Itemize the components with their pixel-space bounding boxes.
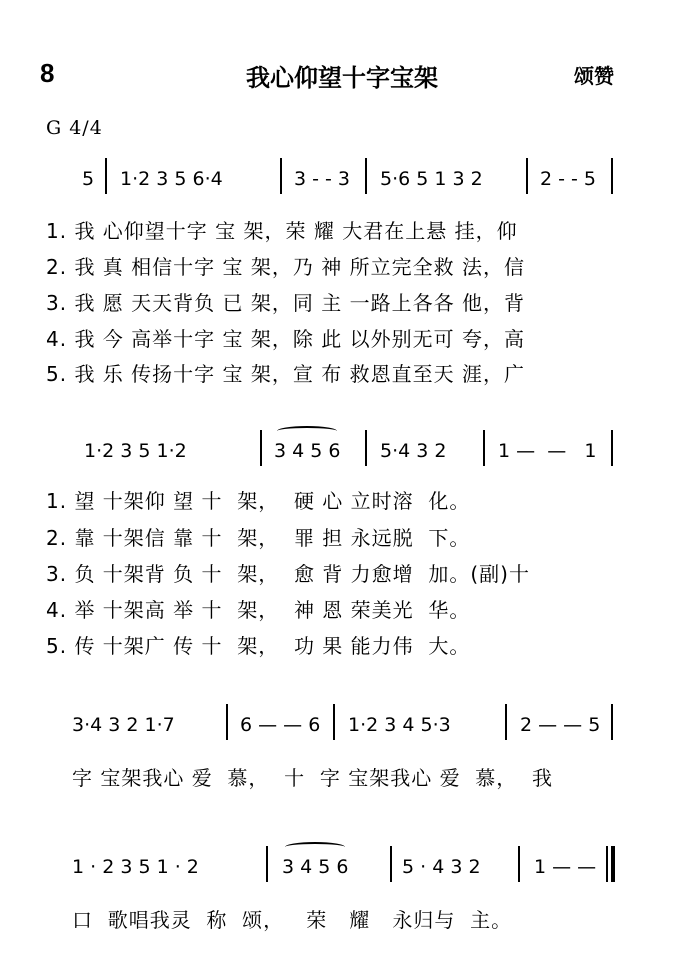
- verse-line-1b: 1. 望 十架仰 望 十 架， 硬 心 立时溶 化。: [46, 489, 471, 513]
- measure: 5·6 5 1 3 2: [380, 168, 483, 190]
- measure: 3 4 5 6: [274, 440, 341, 462]
- measure: 5·4 3 2: [380, 440, 447, 462]
- bar-line: [226, 704, 228, 740]
- verse-line-2b: 2. 靠 十架信 靠 十 架， 罪 担 永远脱 下。: [46, 526, 471, 550]
- measure: 6 — — 6: [240, 714, 321, 736]
- measure: 3 - - 3: [294, 168, 351, 190]
- measure: 1 · 2 3 5 1 · 2: [72, 856, 199, 878]
- refrain-line-2: 口 歌唱我灵 称 颂， 荣 耀 永归与 主。: [72, 908, 513, 932]
- hymn-number: 8: [40, 58, 55, 88]
- bar-line: [611, 704, 613, 740]
- verse-line-2a: 2. 我 真 相信十字 宝 架，乃 神 所立完全救 法，信: [46, 255, 525, 279]
- measure: 3 4 5 6: [282, 856, 349, 878]
- measure: 1 — — 1: [498, 440, 597, 462]
- measure: 1·2 3 5 1·2: [84, 440, 187, 462]
- hymn-category: 颂赞: [574, 64, 614, 88]
- hymn-title: 我心仰望十字宝架: [246, 64, 438, 92]
- measure: 1 — —: [534, 856, 597, 878]
- bar-line: [483, 430, 485, 466]
- slur-mark: [277, 426, 337, 436]
- bar-line: [611, 158, 613, 194]
- bar-line: [105, 158, 107, 194]
- verse-line-4b: 4. 举 十架高 举 十 架， 神 恩 荣美光 华。: [46, 598, 471, 622]
- key-signature: G 4/4: [46, 117, 103, 139]
- bar-line: [333, 704, 335, 740]
- bar-line: [266, 846, 268, 882]
- measure: 2 — — 5: [520, 714, 601, 736]
- bar-line: [518, 846, 520, 882]
- bar-line: [365, 430, 367, 466]
- final-bar-thick: [611, 846, 615, 882]
- bar-line: [390, 846, 392, 882]
- bar-line: [260, 430, 262, 466]
- bar-line: [505, 704, 507, 740]
- verse-line-3a: 3. 我 愿 天天背负 已 架，同 主 一路上各各 他，背: [46, 291, 525, 315]
- final-bar-thin: [606, 846, 608, 882]
- measure: 5 · 4 3 2: [402, 856, 481, 878]
- measure: 1·2 3 4 5·3: [348, 714, 451, 736]
- verse-line-5b: 5. 传 十架广 传 十 架， 功 果 能力伟 大。: [46, 634, 471, 658]
- bar-line: [526, 158, 528, 194]
- bar-line: [280, 158, 282, 194]
- measure: 3·4 3 2 1·7: [72, 714, 175, 736]
- pickup-note: 5: [82, 168, 95, 190]
- slur-mark: [285, 842, 345, 852]
- refrain-line-1: 字 宝架我心 爱 慕， 十 字 宝架我心 爱 慕， 我: [72, 766, 554, 790]
- bar-line: [611, 430, 613, 466]
- verse-line-5a: 5. 我 乐 传扬十字 宝 架，宣 布 救恩直至天 涯，广: [46, 362, 525, 386]
- measure: 1·2 3 5 6·4: [120, 168, 223, 190]
- verse-line-1a: 1. 我 心仰望十字 宝 架，荣 耀 大君在上悬 挂，仰: [46, 219, 518, 243]
- verse-line-3b: 3. 负 十架背 负 十 架， 愈 背 力愈增 加。(副)十: [46, 562, 530, 586]
- verse-line-4a: 4. 我 今 高举十字 宝 架，除 此 以外别无可 夸，高: [46, 327, 525, 351]
- bar-line: [365, 158, 367, 194]
- measure: 2 - - 5: [540, 168, 597, 190]
